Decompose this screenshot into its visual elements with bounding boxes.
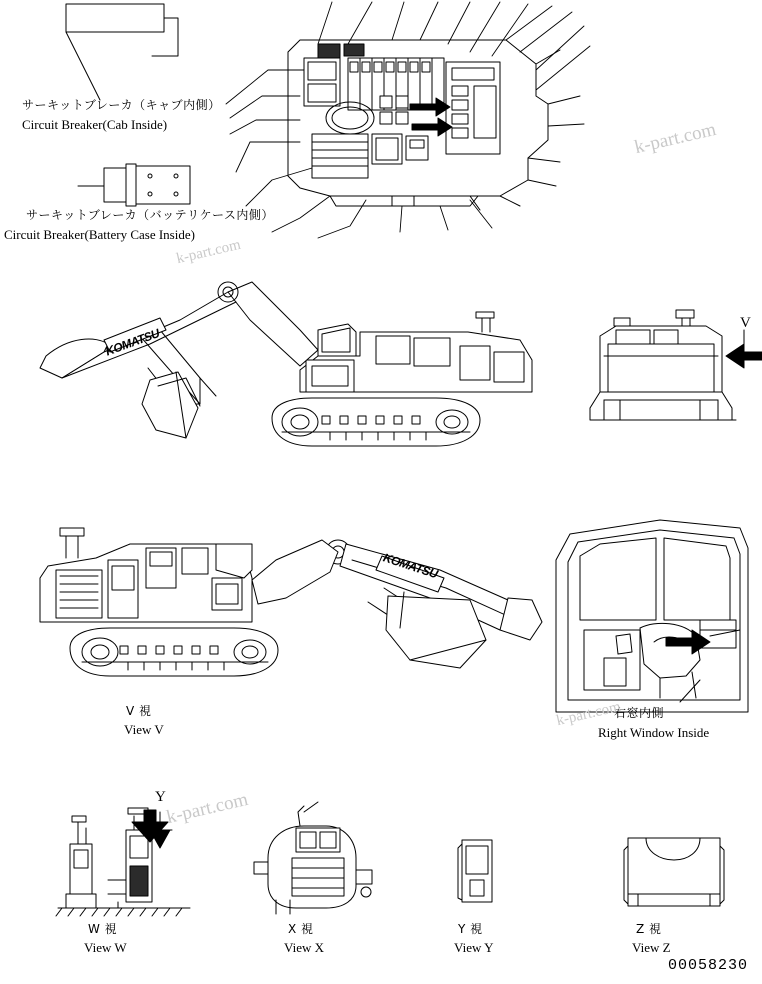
watermark-3: k-part.com (554, 698, 623, 730)
view-y-detail (458, 840, 492, 902)
view-marker-y: Y (155, 789, 166, 805)
excavator-side-view-lower (40, 528, 542, 676)
detail-plate-top-left (66, 4, 178, 100)
watermark-1: k-part.com (632, 118, 719, 159)
excavator-side-view-upper (40, 282, 532, 446)
view-z-en: View Z (632, 940, 671, 955)
view-x-jp: X 視 (288, 922, 314, 936)
drawing-part-number: 00058230 (667, 957, 748, 974)
callout-right-window-inside-jp: 右窓内側 (614, 706, 665, 720)
upper-structure-top-view (288, 40, 584, 210)
view-z-detail (624, 838, 724, 906)
view-w-detail (56, 808, 190, 916)
view-w-en: View W (84, 940, 127, 955)
detail-breaker-battery-case (78, 164, 190, 206)
view-y-en: View Y (454, 940, 494, 955)
callout-circuit-breaker-cab-en: Circuit Breaker(Cab Inside) (22, 117, 168, 132)
view-v-en: View V (124, 722, 164, 737)
view-x-detail (254, 802, 372, 914)
view-z-jp: Z 視 (636, 922, 662, 936)
callout-circuit-breaker-cab-jp: サーキットブレーカ（キャブ内側） (22, 98, 221, 112)
view-w-jp: W 視 (88, 922, 118, 936)
view-y-jp: Y 視 (458, 922, 483, 936)
callout-circuit-breaker-battery-jp: サーキットブレーカ（バッテリケース内側） (26, 208, 274, 222)
cab-interior-view (556, 520, 748, 712)
callout-circuit-breaker-battery-en: Circuit Breaker(Battery Case Inside) (4, 227, 195, 242)
brand-logo-upper: KOMATSU (103, 326, 162, 359)
callout-right-window-inside-en: Right Window Inside (598, 725, 710, 740)
view-v-jp: V 視 (126, 704, 152, 718)
watermark-2: k-part.com (174, 236, 243, 268)
brand-logo-lower: KOMATSU (381, 550, 440, 582)
view-marker-v: V (740, 315, 751, 331)
machine-rear-view (590, 310, 762, 420)
view-x-en: View X (284, 940, 325, 955)
watermark-4: k-part.com (164, 788, 251, 829)
